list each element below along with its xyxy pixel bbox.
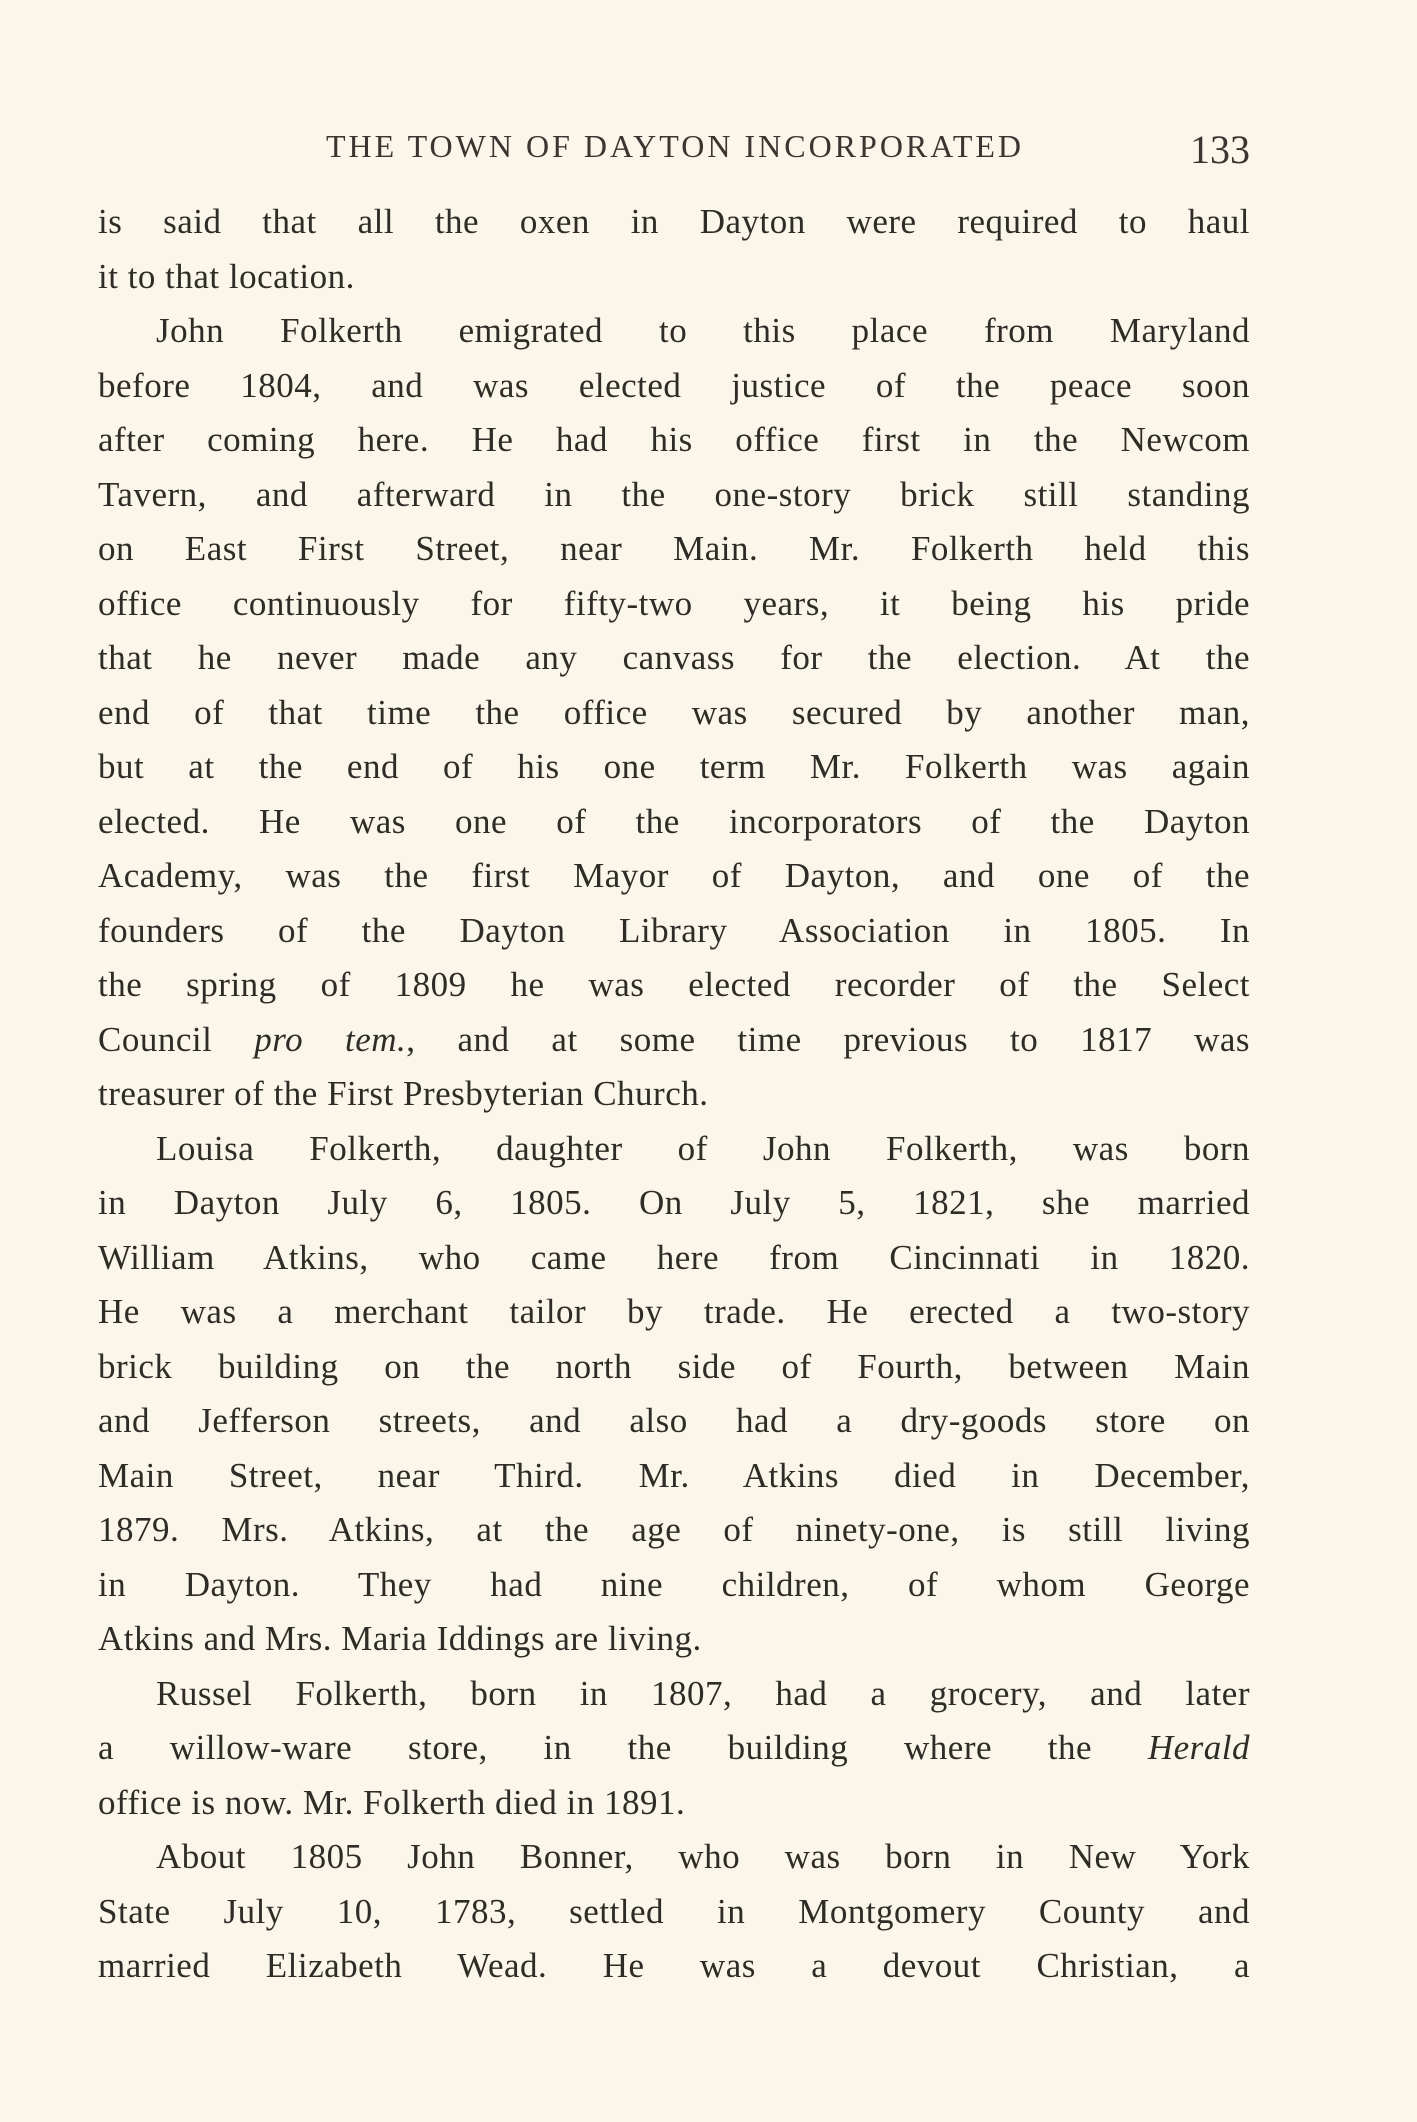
text-line: Russel Folkerth, born in 1807, had a grocery, and later [156,1673,1250,1713]
text-line: office continuously for fifty-two years, it being his pride [98,583,1250,623]
text-line: About 1805 John Bonner, who was born in New York [156,1837,1250,1876]
text-line: that he never made any canvass for the election. At the [98,638,1250,677]
text-line: Main Street, near Third. Mr. Atkins died in December, [98,1455,1250,1495]
text-line: in Dayton. They had nine children, of whom George [98,1564,1250,1604]
text-line: on East First Street, near Main. Mr. Folkerth held this [98,529,1250,568]
text-line: 1879. Mrs. Atkins, at the age of ninety-one, is still living [98,1510,1250,1549]
body-text [98,195,1250,1994]
text-line: it to that location. [98,256,355,296]
text-line: William Atkins, who came here from Cincinnati in 1820. [98,1237,1250,1277]
text-line: office is now. Mr. Folkerth died in 1891. [98,1782,686,1822]
text-line: married Elizabeth Wead. He was a devout Christian, a [98,1946,1250,1985]
text-run: a willow-ware store, in the building where the [98,1728,1148,1767]
text-line: before 1804, and was elected justice of the peace soon [98,365,1250,405]
page-number: 133 [1190,127,1250,172]
text-line-with-italic [98,1013,1250,1068]
text-line: Academy, was the first Mayor of Dayton, and one of the [98,856,1250,895]
text-line: Atkins and Mrs. Maria Iddings are living. [98,1619,702,1658]
text-line: in Dayton July 6, 1805. On July 5, 1821, she married [98,1183,1250,1222]
text-line: Louisa Folkerth, daughter of John Folkerth, was born [156,1128,1250,1168]
text-line: Tavern, and afterward in the one-story brick still standing [98,474,1250,514]
text-line: treasurer of the First Presbyterian Church. [98,1074,709,1113]
text-line: elected. He was one of the incorporators of the Dayton [98,801,1250,841]
running-title: THE TOWN OF DAYTON INCORPORATED [325,128,1025,164]
text-run: , and at some time previous to 1817 was [406,1019,1250,1059]
text-line-with-italic [98,1721,1250,1776]
text-line: founders of the Dayton Library Association in 1805. In [98,910,1250,950]
running-head [100,128,1250,178]
italic-phrase: Herald [1147,1728,1250,1767]
text-line: end of that time the office was secured by another man, [98,692,1250,732]
text-run: Council [98,1019,255,1059]
text-line: the spring of 1809 he was elected recorder of the Select [98,965,1250,1004]
text-line: State July 10, 1783, settled in Montgomery County and [98,1891,1250,1931]
text-line: John Folkerth emigrated to this place from Maryland [156,311,1250,350]
text-line: but at the end of his one term Mr. Folkerth was again [98,747,1250,786]
text-line: brick building on the north side of Fourth, between Main [98,1346,1250,1386]
text-line: is said that all the oxen in Dayton were required to haul [98,202,1250,241]
text-line: after coming here. He had his office first in the Newcom [98,420,1250,459]
text-line: He was a merchant tailor by trade. He erected a two-story [98,1292,1250,1331]
italic-phrase: pro tem. [254,1019,407,1059]
text-line: and Jefferson streets, and also had a dry-goods store on [98,1401,1250,1440]
